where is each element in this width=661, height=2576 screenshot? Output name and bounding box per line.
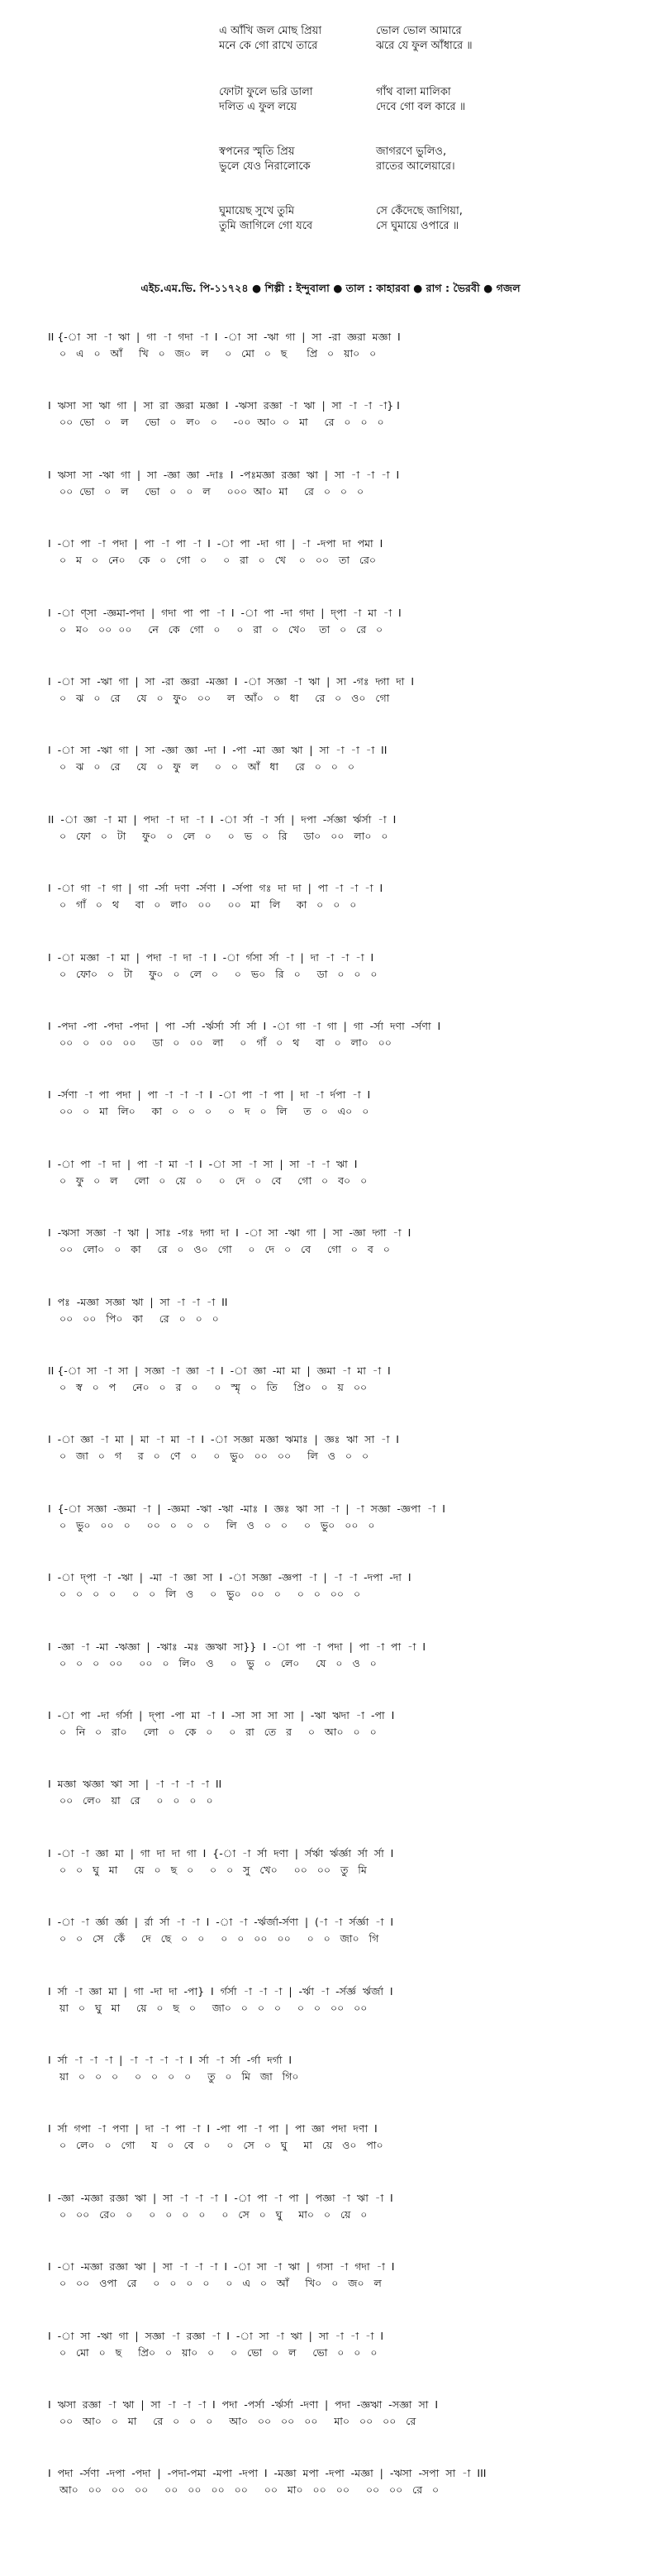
swara-line: I -জ্ঞা -া -মা -ঋজ্ঞা | -ঋাঃ -মঃ জ্ঞঋা সা}} I -া পা -া পদা | পা -া পা -া I: [48, 1640, 426, 1653]
notation-row: [0, 331, 661, 367]
swara-line: II -া জ্ঞা -া মা | পদা -া দা -া I -া র্সা -া র্সা | দপা -র্সজ্ঞা র্ঋর্সা -া I: [48, 813, 397, 826]
bol-line: ০০ ০ মা লি০ কা ০ ০ ০ ০ দ ০ লি ত ০ এ০ ০: [59, 1105, 369, 1117]
bol-line: ০ স্ব ০ প নে০ ০ র ০ ০ স্মৃ ০ তি প্রি০ ০ য় ০০: [59, 1381, 368, 1393]
notation-row: [0, 1640, 661, 1677]
swara-line: I -া পা -া পদা | পা -া পা -া I -া পা -দা গা | -া -দপা দা পমা I: [48, 537, 383, 550]
lyric-line-2a: মনে কে গো রাখে তারে: [219, 40, 318, 52]
bol-line: ০ ০০ রে০ ০ ০ ০ ০ ০ ০ সে ০ ঘু মা০ ০ য়ে ০: [59, 2208, 368, 2221]
notation-row: [0, 469, 661, 505]
swara-line: I পদা -র্সণা -দপা -পদা | -পদা-পমা -মপা -দপা I -মজ্ঞা মপা -দপা -মজ্ঞা | -ঋসা -সপা সা -া III: [48, 2467, 487, 2479]
lyric-line-6b: রাতের আলেয়ারে।: [376, 160, 455, 173]
bol-line: ০ ০ ঘু মা য়ে ০ ছ ০ ০ ০ সু খে০ ০০ ০০ তু মি: [59, 1864, 367, 1876]
swara-line: II {-া সা -া সা | সজ্ঞা -া জ্ঞা -া I -া জ্ঞা -মা মা | জ্ঞমা -া মা -া I: [48, 1364, 391, 1377]
lyric-line-2b: ঝরে যে ফুল আঁধারে ॥: [376, 40, 473, 52]
record-credits: এইচ.এম.ভি. পি-১১৭২৪ ● শিল্পী : ইন্দুবালা ● তাল : কাহারবা ● রাগ : ভৈরবী ● গজল: [140, 282, 521, 294]
notation-row: [0, 2122, 661, 2159]
notation-row: [0, 813, 661, 850]
notation-row: [0, 1226, 661, 1263]
notation-row: [0, 1433, 661, 1469]
notation-row: [0, 675, 661, 712]
lyric-line-3a: ফোটা ফুলে ভরি ডালা: [219, 86, 313, 98]
bol-line: ০ নি ০ রা০ লো ০ কে ০ ০ রা তে র ০ আ০ ০ ০: [59, 1726, 377, 1738]
swara-line: I ঋসা সা -ঋা গা | সা -জ্ঞা জ্ঞা -দাঃ I -পঃমজ্ঞা রজ্ঞা ঋা | সা -া -া -া I: [48, 469, 400, 481]
bol-line: ০ ফো ০ টা ফু০ ০ লে ০ ০ ভ ০ রি ডা০ ০০ লা০ ০: [59, 830, 388, 842]
swara-line: I -া জ্ঞা -া মা | মা -া মা -া I -া সজ্ঞা মজ্ঞা ঋমাঃ | জ্ঞঃ ঋা সা -া I: [48, 1433, 399, 1445]
swara-line: I -া মজ্ঞা -া মা | পদা -া দা -া I -া র্গসা র্সা -া | দা -া -া -া I: [48, 951, 374, 964]
notation-row: [0, 1502, 661, 1539]
notation-row: [0, 1778, 661, 1814]
lyric-line-5b: জাগরণে ভুলিও,: [376, 145, 447, 158]
swara-line: I পঃ -মজ্ঞা সজ্ঞা ঋা | সা -া -া -া II: [48, 1296, 228, 1308]
bol-line: ০ ০ ০ ০০ ০০ ০ লি০ ও ০ ভু ০ লে০ যে ০ ও ০: [59, 1657, 377, 1669]
notation-row: [0, 2398, 661, 2435]
notation-row: [0, 1296, 661, 1332]
swara-line: I -জ্ঞা -মজ্ঞা রজ্ঞা ঋা | সা -া -া -া I -া পা -া পা | পজ্ঞা -া ঋা -া I: [48, 2192, 393, 2204]
notation-row: [0, 399, 661, 436]
swara-line: I -র্সণা -া পা পদা | পা -া -া -া I -া পা -া পা | দা -া র্দপা -া I: [48, 1088, 371, 1101]
swara-line: I -া ণ্সা -জ্ঞমা-পদা | গদা পা পা -া I -া পা -দা গদা | দ্পা -া মা -া I: [48, 607, 402, 619]
notation-row: [0, 951, 661, 988]
swara-line: I -া -মজ্ঞা রজ্ঞা ঋা | সা -া -া -া I -া সা -া ঋা | গসা -া গদা -া I: [48, 2260, 395, 2273]
swara-line: I {-া সজ্ঞা -জ্ঞমা -া | -জ্ঞমা -ঋা -ঋা -মাঃ I জ্ঞঃ ঋা সা -া | -া সজ্ঞা -জ্ঞপা -া I: [48, 1502, 445, 1515]
bol-line: ০ ঝ ০ রে যে ০ ফু০ ০০ ল আঁ০ ০ ধা রে ০ ও০ গো: [59, 692, 390, 704]
lyric-line-3b: গাঁথ বালা মালিকা: [376, 86, 451, 98]
bol-line: ০ ম০ ০০ ০০ নে কে গো ০ ০ রা ০ খে০ তা ০ রে ০: [59, 623, 383, 636]
notation-row: [0, 2330, 661, 2366]
bol-line: ০০ লো০ ০ কা রে ০ ও০ গো ০ দে ০ বে গো ০ ব ০: [59, 1243, 390, 1255]
swara-line: I -া -া জ্ঞা মা | গা দা দা গা I {-া -া র্সা দণা | র্সর্ঋা র্ঋর্জ্ঞা র্সা র্সা I: [48, 1847, 394, 1859]
swara-line: I -পদা -পা -পদা -পদা | পা -র্সা -র্ঋর্সা র্সা র্সা I -া গা -া গা | গা -র্সা দণা -র্সণা I: [48, 1020, 441, 1032]
notation-row: [0, 744, 661, 780]
lyric-line-8a: তুমি জাগিলে গো যবে: [219, 220, 313, 232]
swara-line: I -া পা -া দা | পা -া মা -া I -া সা -া সা | সা -া -া ঋা I: [48, 1158, 358, 1170]
bol-line: ০ ০ সে কেঁ দে ছে ০ ০ ০ ০ ০০ ০০ ০ ০ জা০ গি: [59, 1932, 379, 1945]
swara-line: I -া গা -া গা | গা -র্সা দণা -র্সণা I -র্সপা গঃ দা দা | পা -া -া -া I: [48, 882, 383, 894]
bol-line: য়া ০ ঘু মা য়ে ০ ছ ০ জা০ ০ ০ ০ ০ ০ ০০ ০০: [59, 2002, 368, 2014]
lyric-line-7b: সে কেঁদেছে জাগিয়া,: [376, 205, 463, 217]
lyric-line-4b: দেবে গো বল কারে ॥: [376, 101, 466, 113]
bol-line: ০ ম ০ নে০ কে ০ গো ০ ০ রা ০ খে ০ ০০ তা রে০: [59, 554, 377, 566]
bol-line: ০ ০ ০ ০ ০ ০ লি ও ০ ভু০ ০০ ০ ০ ০ ০০ ০: [59, 1588, 361, 1600]
lyric-line-8b: সে ঘুমায়ে ওপারে ॥: [376, 220, 459, 232]
swara-line: I -া -া র্জ্ঞা র্জ্ঞা | র্রা র্সা -া -া I -া -া -র্ঋর্জা-র্সণা | (-া -া র্সর্জ্ঞা -া I: [48, 1916, 394, 1928]
bol-line: ০ ভু০ ০০ ০ ০০ ০ ০ ০ লি ও ০ ০ ০ ভু০ ০০ ০: [59, 1519, 375, 1531]
notation-row: [0, 1571, 661, 1607]
bol-line: ০ ফো০ ০ টা ফু০ ০ লে ০ ০ ভ০ রি ০ ডা ০ ০ ০: [59, 968, 378, 980]
notation-row: [0, 1088, 661, 1125]
bol-line: ০ গাঁ ০ থ বা ০ লা০ ০০ ০০ মা লি কা ০ ০ ০: [59, 898, 357, 911]
notation-row: [0, 1364, 661, 1401]
bol-line: ০ ঝ ০ রে যে ০ ফু ল ০ ০ আঁ ধা রে ০ ০ ০: [59, 760, 354, 773]
notation-row: [0, 882, 661, 918]
lyric-line-1a: এ আঁখি জল মোছ প্রিয়া: [219, 25, 322, 37]
notation-row: [0, 1158, 661, 1194]
notation-row: [0, 1985, 661, 2021]
bol-line: ০০ ভো ০ ল ভো ০ ০ ল ০০০ আ০ মা রে ০ ০ ০: [59, 485, 364, 498]
bol-line: ০০ ০ ০০ ০০ ডা ০ ০০ লা ০ গাঁ ০ থ বা ০ লা০ ০০: [59, 1036, 392, 1049]
swara-line: I -ঋসা সজ্ঞা -া ঋা | সাঃ -গঃ দ্গা দা I -া সা -ঋা গা | সা -জ্ঞা দ্গা -া I: [48, 1226, 411, 1239]
swara-line: I র্সা গপা -া পণা | দা -া পা -া I -পা পা -া পা | পা জ্ঞা পদা দণা I: [48, 2122, 378, 2135]
bol-line: ০ লে০ ০ গো য ০ বে ০ ০ সে ০ ঘু মা য়ে ও০ পা০: [59, 2139, 383, 2151]
bol-line: ০ এ ০ আঁ খি ০ জ০ ল ০ মো ০ ছ প্রি ০ য়া০ ০: [59, 347, 377, 359]
bol-line: ০ মো ০ ছ প্রি০ ০ য়া০ ০ ০ ভো ০ ল ভো ০ ০ ০: [59, 2346, 378, 2359]
bol-line: ০ ফু ০ ল লো ০ য়ে ০ ০ দে ০ বে গো ০ ব০ ০: [59, 1174, 368, 1187]
swara-line: I -া সা -ঋা গা | সা -জ্ঞা জ্ঞা -দা I -পা -মা জ্ঞা ঋা | সা -া -া -া II: [48, 744, 388, 756]
bol-line: ০০ ০০ পি০ কা রে ০ ০ ০: [59, 1312, 219, 1325]
swara-line: II {-া সা -া ঋা | গা -া গদা -া I -া সা -ঋা গা | সা -রা জ্ঞরা মজ্ঞা I: [48, 331, 401, 343]
bol-line: ০০ লে০ য়া রে ০ ০ ০ ০: [59, 1794, 213, 1807]
notation-row: [0, 1709, 661, 1745]
notation-row: [0, 607, 661, 643]
notation-row: [0, 1847, 661, 1883]
notation-row: [0, 2260, 661, 2297]
notation-row: [0, 537, 661, 574]
bol-line: আ০ ০০ ০০ ০০ ০০ ০০ ০০ ০০ ০০ মা০ ০০ ০০ ০০ ০০ রে ০: [59, 2483, 440, 2496]
lyric-line-5a: স্বপনের স্মৃতি প্রিয়: [219, 145, 295, 158]
swara-line: I মজ্ঞা ঋজ্ঞা ঋা সা | -া -া -া -া II: [48, 1778, 222, 1790]
notation-row: [0, 2192, 661, 2228]
lyric-line-4a: দলিত এ ফুল লয়ে: [219, 101, 297, 113]
lyric-line-1b: ভোল ভোল আমারে: [376, 25, 462, 37]
swara-line: I ঋসা সা ঋা গা | সা রা জ্ঞরা মজ্ঞা I -ঋসা রজ্ঞা -া ঋা | সা -া -া -া} I: [48, 399, 400, 412]
lyric-line-7a: ঘুমায়েছ সুখে তুমি: [219, 205, 295, 217]
swara-line: I -া সা -ঋা গা | সা -রা জ্ঞরা -মজ্ঞা I -া সজ্ঞা -া ঋা | সা -গঃ দ্গা দা I: [48, 675, 415, 688]
swara-line: I র্সা -া জ্ঞা মা | গা -দা দা -পা} I র্গর্সা -া -া -া | -র্ঋা -া -র্সর্জ্ঞ র্ঋর্জা I: [48, 1985, 393, 1997]
swara-line: I -া সা -ঋা গা | সজ্ঞা -া রজ্ঞা -া I -া সা -া ঋা | সা -া -া -া I: [48, 2330, 384, 2342]
notation-row: [0, 2467, 661, 2503]
swara-line: I র্সা -া -া -া | -া -া -া -া I র্সা -া র্সা -র্গা দর্গা I: [48, 2054, 292, 2066]
notation-row: [0, 1020, 661, 1056]
swara-line: I -া পা -দা র্গর্সা | দ্পা -পা মা -া I -সা সা সা সা | -ঋা ঋদা -া -পা I: [48, 1709, 395, 1721]
notation-row: [0, 2054, 661, 2090]
bol-line: ০ ০০ ওপা রে ০ ০ ০ ০ ০ এ ০ আঁ খি০ ০ জ০ ল: [59, 2277, 382, 2289]
swara-line: I -া দ্পা -া -ঋা | -মা -া জ্ঞা সা I -া সজ্ঞা -জ্ঞপা -া | -া -া -দপা -দা I: [48, 1571, 411, 1583]
bol-line: ০০ ভো ০ ল ভো ০ ল০ ০ -০০ আ০ ০ মা রে ০ ০ ০: [59, 416, 384, 428]
swara-line: I ঋসা রজ্ঞা -া ঋা | সা -া -া -া I পদা -পর্সা -র্ঋর্সা -দণা | পদা -জ্ঞঋা -সজ্ঞা সা I: [48, 2398, 439, 2411]
notation-row: [0, 1916, 661, 1952]
bol-line: ০ জা ০ গ র ০ ণে ০ ০ ভু০ ০০ ০০ লি ও ০ ০: [59, 1450, 369, 1462]
bol-line: য়া ০ ০ ০ ০ ০ ০ ০ তু ০ মি জা গি০: [59, 2070, 299, 2083]
bol-line: ০০ আ০ ০ মা রে ০ ০ ০ আ০ ০০ ০০ ০০ মা০ ০০ ০০ রে: [59, 2415, 416, 2427]
lyric-line-6a: ভুলে যেও নিরালোকে: [219, 160, 311, 173]
